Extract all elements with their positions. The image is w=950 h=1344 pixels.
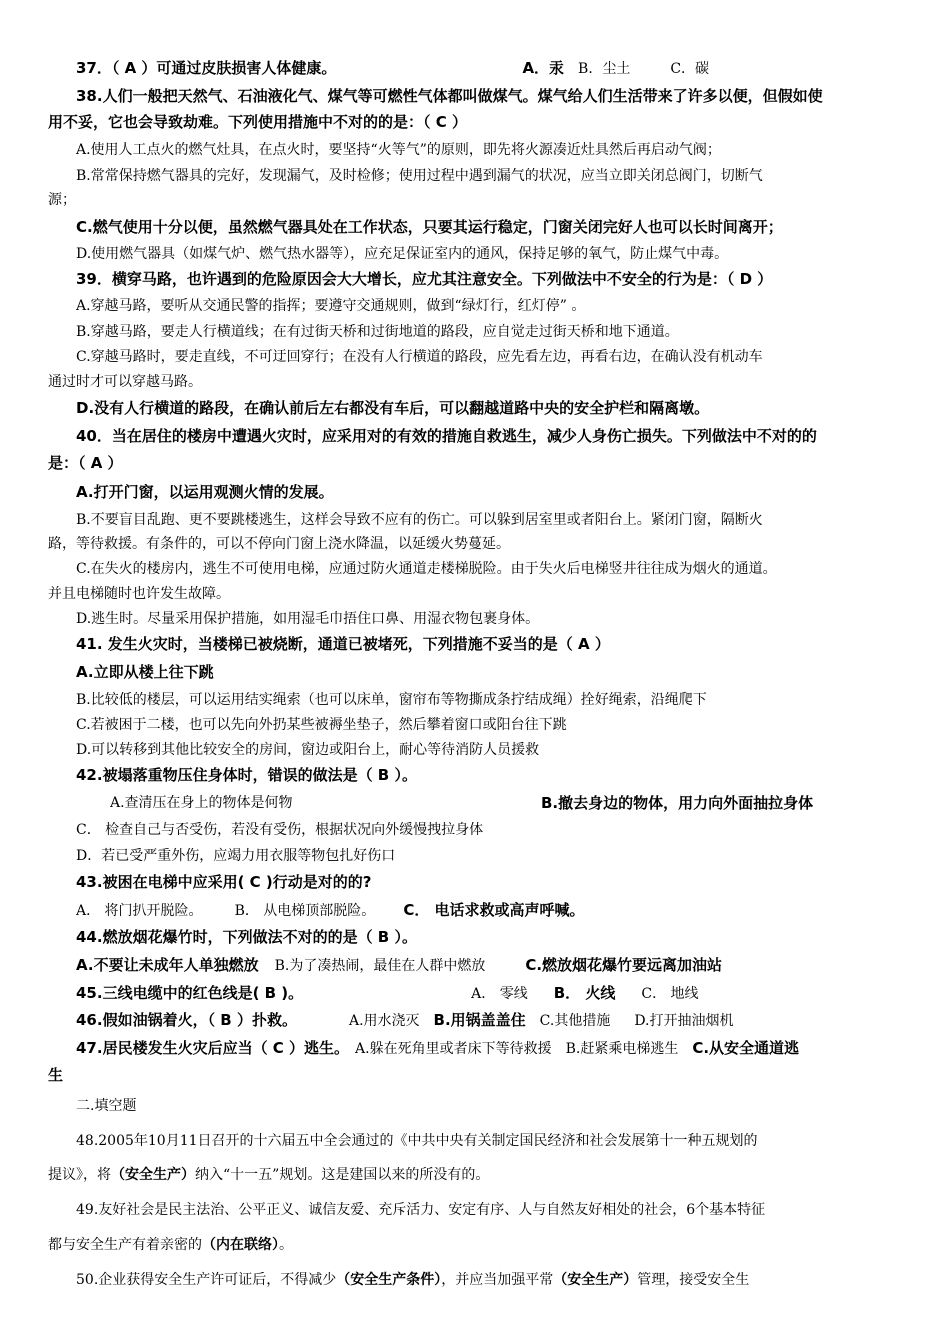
- question-43-options: [76, 898, 908, 923]
- q49-post: 。: [279, 1237, 293, 1253]
- q44-option-c: C.燃放烟花爆竹要远离加油站: [525, 956, 723, 974]
- q38-option-b-line2: 源；: [48, 192, 76, 208]
- q38-option-c: C.燃气使用十分以便，虽然燃气器具处在工作状态，只要其运行稳定，门窗关闭完好人也可以长时间离开；: [76, 218, 783, 236]
- q39-option-c-line2: 通过时才可以穿越马路。: [48, 374, 202, 390]
- q37-option-c: C．碳: [670, 61, 710, 77]
- q49-line1: 49.友好社会是民主法治、公平正义、诚信友爱、充斥活力、安定有序、人与自然友好相处的社会，6个基本特征: [76, 1202, 766, 1218]
- question-44-options: [76, 953, 908, 978]
- q46-option-d: D.打开抽油烟机: [634, 1013, 734, 1029]
- q46-option-b: B.用锅盖盖住: [433, 1011, 526, 1029]
- q42-stem: 42.被塌落重物压住身体时，错误的做法是（ B ）。: [76, 766, 417, 784]
- q39-option-a: A.穿越马路，要听从交通民警的指挥；要遵守交通规则，做到“绿灯行，红灯停” 。: [76, 298, 586, 314]
- q49-line2: [48, 1233, 908, 1257]
- q40-option-b-line2: 路，等待救援。有条件的，可以不停向门窗上浇水降温，以延缓火势蔓延。: [48, 536, 510, 552]
- q47-option-c-tail: 生: [48, 1066, 64, 1084]
- q50-answer-2: （安全生产）: [553, 1272, 638, 1288]
- q50-post: 管理，接受安全生: [637, 1272, 750, 1288]
- q46-option-a: A.用水浇灭: [348, 1013, 420, 1029]
- q40-stem-line2: 是：（ A ）: [48, 454, 123, 472]
- q40-option-a: A.打开门窗，以运用观测火情的发展。: [76, 483, 334, 501]
- q49-answer: （内在联络）: [202, 1237, 279, 1253]
- q40-option-c-line2: 并且电梯随时也许发生故障。: [48, 586, 230, 602]
- q45-option-b: B． 火线: [553, 984, 616, 1002]
- q47-option-b: B.赶紧乘电梯逃生: [565, 1041, 679, 1057]
- q39-option-b: B.穿越马路，要走人行横道线；在有过街天桥和过街地道的路段，应自觉走过街天桥和地下通道。: [76, 324, 679, 340]
- q41-option-a: A.立即从楼上往下跳: [76, 663, 214, 681]
- q41-option-b: B.比较低的楼层，可以运用结实绳索（也可以床单，窗帘布等物撕成条拧结成绳）拴好绳索，沿绳爬下: [76, 692, 707, 708]
- q41-option-d: D.可以转移到其他比较安全的房间，窗边或阳台上，耐心等待消防人员援救: [76, 742, 540, 758]
- q40-option-c-line1: C.在失火的楼房内，逃生不可使用电梯，应通过防火通道走楼梯脱险。由于失火后电梯竖井往往成为烟火的通道。: [76, 561, 777, 577]
- q48-answer: （安全生产）: [111, 1167, 195, 1183]
- q50-mid: ，并应当加强平常: [441, 1272, 554, 1288]
- q43-option-a: A． 将门扒开脱险。: [76, 903, 203, 919]
- q42-option-d: D．若已受严重外伤，应竭力用衣服等物包扎好伤口: [76, 848, 396, 864]
- q50-line1: [76, 1268, 908, 1292]
- question-47: [76, 1036, 908, 1061]
- section-heading-fill-in: 二.填空题: [76, 1098, 137, 1114]
- q48-pre: 提议》，将: [48, 1167, 111, 1183]
- q40-option-b-line1: B.不要盲目乱跑、更不要跳楼逃生，这样会导致不应有的伤亡。可以躲到居室里或者阳台上。紧闭门窗，隔断火: [76, 512, 763, 528]
- q45-option-a: A． 零线: [471, 986, 528, 1002]
- q45-option-c: C． 地线: [641, 986, 699, 1002]
- q43-option-c: C． 电话求救或高声呼喊。: [403, 901, 585, 919]
- q50-pre: 50.企业获得安全生产许可证后，不得减少: [76, 1272, 337, 1288]
- q38-option-d: D.使用燃气器具（如煤气炉、燃气热水器等），应充足保证室内的通风，保持足够的氧气，防止煤气中毒。: [76, 246, 729, 262]
- q41-stem: 41. 发生火灾时，当楼梯已被烧断，通道已被堵死，下列措施不妥当的是（ A ）: [76, 635, 610, 653]
- q48-line2: [48, 1163, 908, 1187]
- q38-stem-line1: 38.人们一般把天然气、石油液化气、煤气等可燃性气体都叫做煤气。煤气给人们生活带来了许多以便，但假如使: [76, 87, 823, 105]
- q42-option-c: C． 检查自己与否受伤，若没有受伤，根据状况向外缓慢拽拉身体: [76, 822, 484, 838]
- q40-option-d: D.逃生时。尽量采用保护措施，如用湿毛巾捂住口鼻、用湿衣物包裹身体。: [76, 611, 540, 627]
- q43-option-b: B． 从电梯顶部脱险。: [234, 903, 376, 919]
- q46-option-c: C.其他措施: [539, 1013, 611, 1029]
- q42-option-b: B.撤去身边的物体，用力向外面抽拉身体: [541, 794, 814, 812]
- q37-stem: 37．（ A ）可通过皮肤损害人体健康。: [76, 59, 337, 77]
- q38-stem-line2: 用不妥，它也会导致劫难。下列使用措施中不对的的是：（ C ）: [48, 113, 467, 131]
- q37-option-b: B．尘土: [578, 61, 631, 77]
- question-45: [76, 981, 908, 1006]
- q44-option-a: A.不要让未成年人单独燃放: [76, 956, 259, 974]
- q39-option-c-line1: C.穿越马路时，要走直线，不可迂回穿行；在没有人行横道的路段，应先看左边，再看右边，在确认没有机动车: [76, 349, 763, 365]
- q41-option-c: C.若被困于二楼，也可以先向外扔某些被褥坐垫子，然后攀着窗口或阳台往下跳: [76, 717, 567, 733]
- q38-option-b-line1: B.常常保持燃气器具的完好，发现漏气，及时检修；使用过程中遇到漏气的状况，应当立即关闭总阀门，切断气: [76, 168, 763, 184]
- q47-stem: 47.居民楼发生火灾后应当（ C ）逃生。: [76, 1039, 350, 1057]
- q48-post: 纳入“十一五”规划。这是建国以来的所没有的。: [195, 1167, 490, 1183]
- q49-pre: 都与安全生产有着亲密的: [48, 1237, 202, 1253]
- q39-option-d: D.没有人行横道的路段，在确认前后左右都没有车后，可以翻越道路中央的安全护栏和隔离墩。: [76, 399, 710, 417]
- q45-stem: 45.三线电缆中的红色线是( B )。: [76, 984, 304, 1002]
- q47-option-a: A.躲在死角里或者床下等待救援: [355, 1041, 552, 1057]
- q42-option-a: A.查清压在身上的物体是何物: [110, 795, 293, 811]
- q37-option-a: A．汞: [522, 59, 565, 77]
- q44-option-b: B.为了凑热闹，最佳在人群中燃放: [274, 958, 486, 974]
- q47-option-c: C.从安全通道逃: [692, 1039, 800, 1057]
- question-46: [76, 1008, 908, 1033]
- q40-stem-line1: 40．当在居住的楼房中遭遇火灾时，应采用对的有效的措施自救逃生，减少人身伤亡损失。下列做法中不对的的: [76, 427, 817, 445]
- q43-stem: 43.被困在电梯中应采用( C )行动是对的的?: [76, 873, 372, 891]
- q39-stem: 39．横穿马路，也许遇到的危险原因会大大增长，应尤其注意安全。下列做法中不安全的行为是：（ D ）: [76, 270, 773, 288]
- q44-stem: 44.燃放烟花爆竹时，下列做法不对的的是（ B ）。: [76, 928, 417, 946]
- q50-answer-1: （安全生产条件）: [336, 1272, 442, 1288]
- q38-option-a: A.使用人工点火的燃气灶具，在点火时，要坚持“火等气”的原则，即先将火源凑近灶具然后再启动气阀；: [76, 142, 721, 158]
- question-37: [76, 56, 908, 81]
- q48-line1: 48.2005年10月11日召开的十六届五中全会通过的《中共中央有关制定国民经济和社会发展第十一种五规划的: [76, 1133, 758, 1149]
- q46-stem: 46.假如油锅着火，（ B ）扑救。: [76, 1011, 297, 1029]
